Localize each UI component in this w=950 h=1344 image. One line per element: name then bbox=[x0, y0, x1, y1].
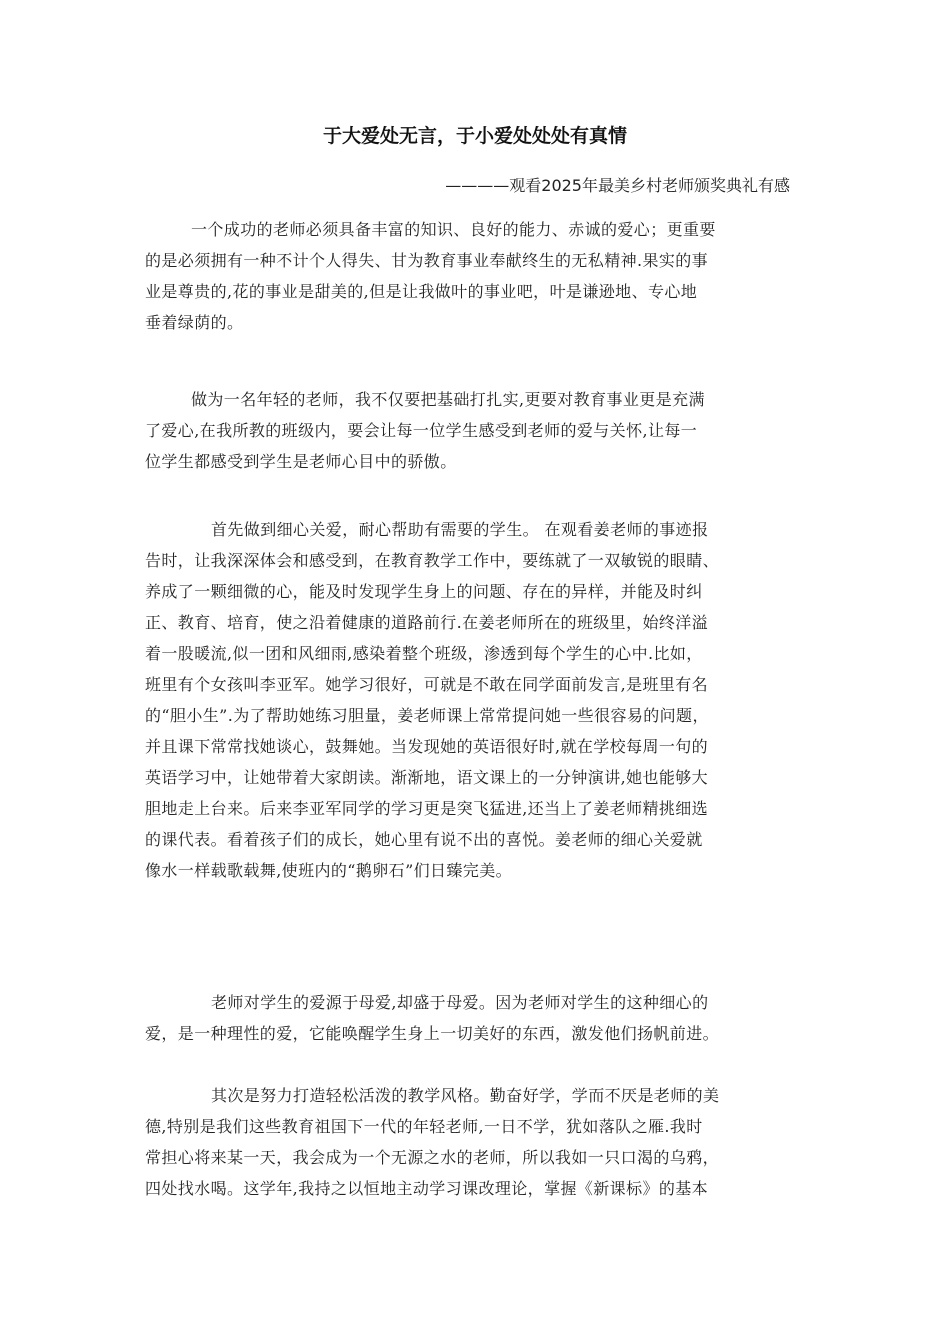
paragraph-line: 养成了一颗细微的心，能及时发现学生身上的问题、存在的异样，并能及时纠 bbox=[145, 582, 703, 601]
paragraph-line: 正、教育、培育，使之沿着健康的道路前行.在姜老师所在的班级里，始终洋溢 bbox=[145, 613, 709, 632]
paragraph-line: 德,特别是我们这些教育祖国下一代的年轻老师,一日不学，犹如落队之雁.我时 bbox=[145, 1117, 703, 1136]
paragraph-line: 爱，是一种理性的爱，它能唤醒学生身上一切美好的东西，激发他们扬帆前进。 bbox=[145, 1024, 720, 1043]
paragraph-line: 的“胆小生”.为了帮助她练习胆量，姜老师课上常常提问她一些很容易的问题， bbox=[145, 706, 709, 725]
paragraph-2 bbox=[145, 384, 805, 477]
paragraph-3 bbox=[145, 514, 805, 886]
paragraph-line: 班里有个女孩叫李亚军。她学习很好，可就是不敢在同学面前发言,是班里有名 bbox=[145, 675, 709, 694]
paragraph-line: 的课代表。看着孩子们的成长，她心里有说不出的喜悦。姜老师的细心关爱就 bbox=[145, 830, 703, 849]
paragraph-line: 并且课下常常找她谈心，鼓舞她。当发现她的英语很好时,就在学校每周一句的 bbox=[145, 737, 709, 756]
paragraph-line: 其次是努力打造轻松活泼的教学风格。勤奋好学，学而不厌是老师的美 bbox=[211, 1086, 720, 1105]
document-subtitle: ————观看2025年最美乡村老师颁奖典礼有感 bbox=[445, 176, 790, 195]
paragraph-line: 告时，让我深深体会和感受到，在教育教学工作中，要练就了一双敏锐的眼睛、 bbox=[145, 551, 720, 570]
paragraph-line: 胆地走上台来。后来李亚军同学的学习更是突飞猛进,还当上了姜老师精挑细选 bbox=[145, 799, 709, 818]
paragraph-line: 了爱心,在我所教的班级内，要会让每一位学生感受到老师的爱与关怀,让每一 bbox=[145, 421, 698, 440]
paragraph-line: 像水一样载歌载舞,使班内的“鹅卵石”们日臻完美。 bbox=[145, 861, 513, 880]
paragraph-line: 老师对学生的爱源于母爱,却盛于母爱。因为老师对学生的这种细心的 bbox=[211, 993, 709, 1012]
paragraph-line: 英语学习中，让她带着大家朗读。渐渐地，语文课上的一分钟演讲,她也能够大 bbox=[145, 768, 709, 787]
paragraph-line: 着一股暖流,似一团和风细雨,感染着整个班级，渗透到每个学生的心中.比如， bbox=[145, 644, 703, 663]
paragraph-line: 首先做到细心关爱，耐心帮助有需要的学生。 在观看姜老师的事迹报 bbox=[211, 520, 709, 539]
paragraph-4 bbox=[145, 987, 805, 1049]
paragraph-line: 的是必须拥有一种不计个人得失、甘为教育事业奉献终生的无私精神.果实的事 bbox=[145, 251, 709, 270]
document-title: 于大爱处无言，于小爱处处处有真情 bbox=[322, 125, 627, 147]
paragraph-5 bbox=[145, 1080, 805, 1204]
paragraph-line: 一个成功的老师必须具备丰富的知识、良好的能力、赤诚的爱心；更重要 bbox=[191, 220, 716, 239]
paragraph-line: 四处找水喝。这学年,我持之以恒地主动学习课改理论，掌握《新课标》的基本 bbox=[145, 1179, 709, 1198]
paragraph-line: 业是尊贵的,花的事业是甜美的,但是让我做叶的事业吧，叶是谦逊地、专心地 bbox=[145, 282, 698, 301]
paragraph-line: 常担心将来某一天，我会成为一个无源之水的老师，所以我如一只口渴的乌鸦， bbox=[145, 1148, 720, 1167]
paragraph-1 bbox=[145, 214, 805, 338]
paragraph-line: 做为一名年轻的老师，我不仅要把基础打扎实,更要对教育事业更是充满 bbox=[191, 390, 705, 409]
paragraph-line: 垂着绿荫的。 bbox=[145, 313, 244, 332]
paragraph-line: 位学生都感受到学生是老师心目中的骄傲。 bbox=[145, 452, 457, 471]
